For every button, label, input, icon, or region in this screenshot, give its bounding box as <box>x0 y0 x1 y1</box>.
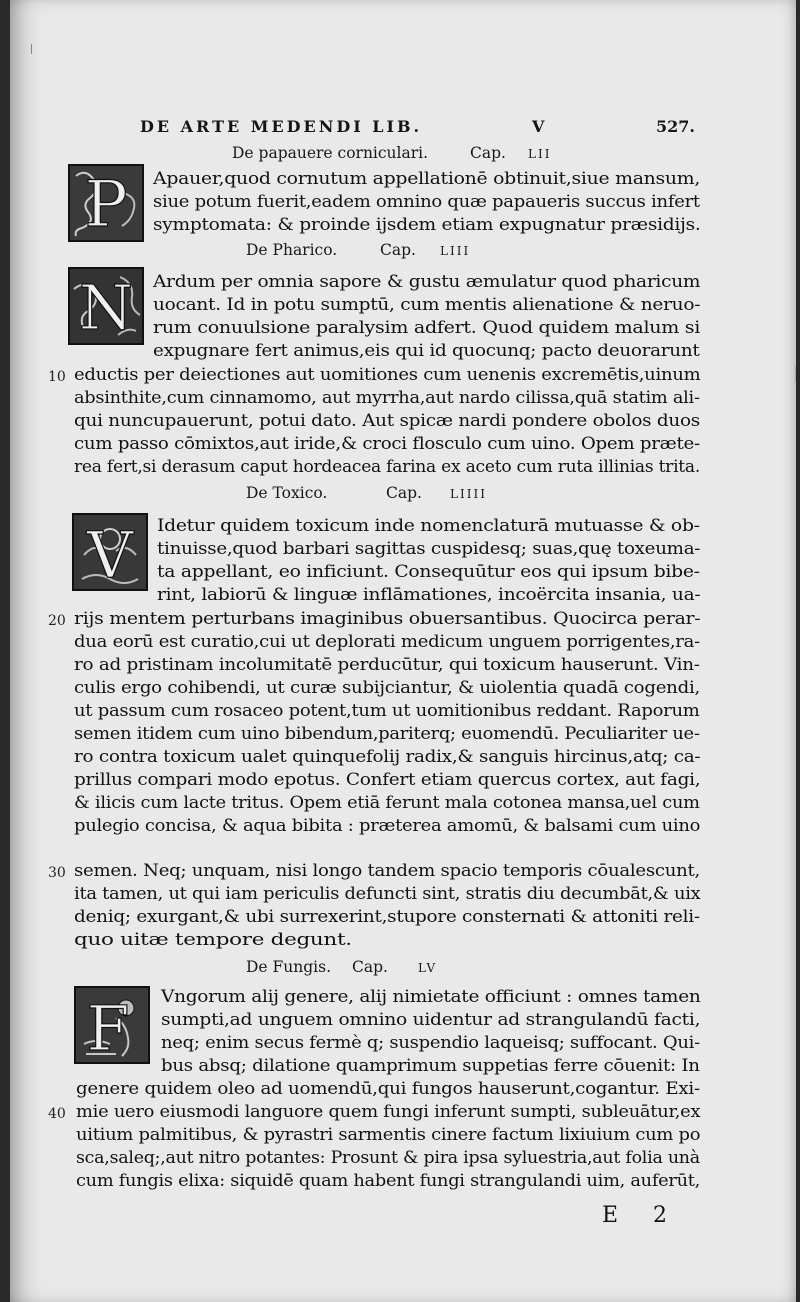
text-line: rum conuulsione paralysim adfert. Quod quidem malum si <box>153 318 701 338</box>
text-line: dua eorū est curatio,cui ut deplorati medicum unguem porrigentes,ra- <box>74 632 700 652</box>
decorated-initial-v <box>72 513 148 591</box>
text-line: symptomata: & proinde ijsdem etiam expugnatur præsidijs. <box>153 215 701 235</box>
text-line: semen. Neq; unquam, nisi longo tandem spacio temporis cōualescunt, <box>74 861 700 881</box>
text-line: Idetur quidem toxicum inde nomenclaturā mutuasse & ob- <box>157 516 700 536</box>
line-number: 20 <box>48 613 66 629</box>
text-line: prillus compari modo epotus. Confert etiam quercus cortex, aut fagi, <box>74 770 701 790</box>
text-line: mie uero eiusmodi languore quem fungi inferunt sumpti, subleuātur,ex <box>76 1102 701 1122</box>
chapter-heading <box>246 241 471 259</box>
line-number: 10 <box>48 369 66 385</box>
text-line: rijs mentem perturbans imaginibus obuersantibus. Quocirca perar- <box>74 609 701 629</box>
text-line: bus absq; dilatione quamprimum suppetias ferre cōuenit: In <box>161 1056 700 1076</box>
svg-text:N: N <box>78 271 134 343</box>
chapter-title: De papauere corniculari. <box>232 144 429 162</box>
text-line: ta appellant, eo inficiunt. Consequūtur eos qui ipsum bibe- <box>157 562 700 582</box>
page-number: 527. <box>656 117 695 136</box>
signature-mark: E 2 <box>602 1203 682 1228</box>
chapter-cap: Cap. <box>386 484 422 502</box>
text-line: cum fungis elixa: siquidē quam habent fungi strangulandi uim, auferūt, <box>76 1171 701 1191</box>
chapter-heading <box>232 144 552 162</box>
chapter-numeral: LII <box>528 147 552 161</box>
text-line: sumpti,ad unguem omnino uidentur ad strangulandū facti, <box>161 1010 701 1030</box>
decorated-initial-f <box>74 986 150 1064</box>
text-line: uitium palmitibus, & pyrastri sarmentis cinere factum lixiuium cum po <box>76 1125 701 1145</box>
chapter-title: De Pharico. <box>246 241 338 259</box>
text-line: tinuisse,quod barbari sagittas cuspidesq; suas,quę toxeuma- <box>157 539 701 559</box>
text-line: deniq; exurgant,& ubi surrexerint,stupore consternati & attoniti reli- <box>74 907 700 927</box>
text-line: quo uitæ tempore degunt. <box>74 930 352 950</box>
chapter-heading <box>246 958 438 976</box>
decorated-initial-p <box>68 164 144 242</box>
text-line: genere quidem oleo ad uomendū,qui fungos hauserunt,cogantur. Exi- <box>76 1079 700 1099</box>
text-line: sca,saleq;,aut nitro potantes: Prosunt & pira ipsa syluestria,aut folia unà <box>76 1148 700 1168</box>
text-line: culis ergo cohibendi, ut curæ subijciantur, & uiolentia quadā cogendi, <box>74 678 700 698</box>
running-title: DE ARTE MEDENDI LIB. <box>140 117 423 136</box>
text-line: qui nuncupauerunt, potui dato. Aut spicæ nardi pondere obolos duos <box>74 411 700 431</box>
text-line: Ardum per omnia sapore & gustu æmulatur quod pharicum <box>153 272 701 292</box>
chapter-numeral: LV <box>418 961 438 975</box>
text-line: Vngorum alij genere, alij nimietate officiunt : omnes tamen <box>161 987 701 1007</box>
running-header <box>140 117 695 139</box>
text-line: neq; enim secus fermè q; suspendio laqueisq; suffocant. Qui- <box>161 1033 700 1053</box>
line-number: 40 <box>48 1106 66 1122</box>
text-line: cum passo cōmixtos,aut iride,& croci flosculo cum uino. Opem præte- <box>74 434 700 454</box>
text-line: & ilicis cum lacte tritus. Opem etiā ferunt mala cotonea mansa,uel cum <box>74 793 700 813</box>
chapter-cap: Cap. <box>380 241 416 259</box>
text-line: siue potum fuerit,eadem omnino quæ papaueris succus infert <box>153 192 700 212</box>
svg-text:V: V <box>86 519 134 589</box>
text-line: ro contra toxicum ualet quinquefolij radix,& sanguis hircinus,atq; ca- <box>74 747 701 767</box>
page-mark <box>31 44 32 54</box>
text-line: pulegio concisa, & aqua bibita : præterea amomū, & balsami cum uino <box>74 816 701 836</box>
decorated-initial-n <box>68 267 144 345</box>
book-page <box>10 0 796 1302</box>
line-number: 30 <box>48 865 66 881</box>
text-line: rint, labiorū & linguæ inflāmationes, incoërcita insania, ua- <box>157 585 701 605</box>
chapter-cap: Cap. <box>352 958 388 976</box>
text-line: eductis per deiectiones aut uomitiones cum uenenis excremētis,uinum <box>74 365 701 385</box>
text-line: rea fert,si derasum caput hordeacea farina ex aceto cum ruta illinias trita. <box>74 457 701 477</box>
chapter-title: De Fungis. <box>246 958 332 976</box>
svg-text:P: P <box>84 168 128 240</box>
svg-text:F: F <box>86 992 130 1062</box>
chapter-heading <box>246 484 487 502</box>
chapter-cap: Cap. <box>470 144 506 162</box>
book-number: V <box>532 117 548 136</box>
chapter-numeral: LIII <box>440 244 471 258</box>
text-line: absinthite,cum cinnamomo, aut myrrha,aut nardo cilissa,quā statim ali- <box>74 388 700 408</box>
text-line: uocant. Id in potu sumptū, cum mentis alienatione & neruo- <box>153 295 701 315</box>
text-line: Apauer,quod cornutum appellationē obtinuit,siue mansum, <box>153 169 701 189</box>
text-line: ut passum cum rosaceo potent,tum ut uomitionibus reddant. Raporum <box>74 701 700 721</box>
page-mark <box>793 365 796 383</box>
text-line: expugnare fert animus,eis qui id quocunq; pacto deuorarunt <box>153 341 700 361</box>
text-line: ro ad pristinam incolumitatē perducūtur, qui toxicum hauserunt. Vin- <box>74 655 700 675</box>
chapter-title: De Toxico. <box>246 484 328 502</box>
text-line: semen itidem cum uino bibendum,pariterq; euomendū. Peculiariter ue- <box>74 724 700 744</box>
text-line: ita tamen, ut qui iam periculis defuncti sint, stratis diu decumbāt,& uix <box>74 884 701 904</box>
chapter-numeral: LIIII <box>450 487 487 501</box>
